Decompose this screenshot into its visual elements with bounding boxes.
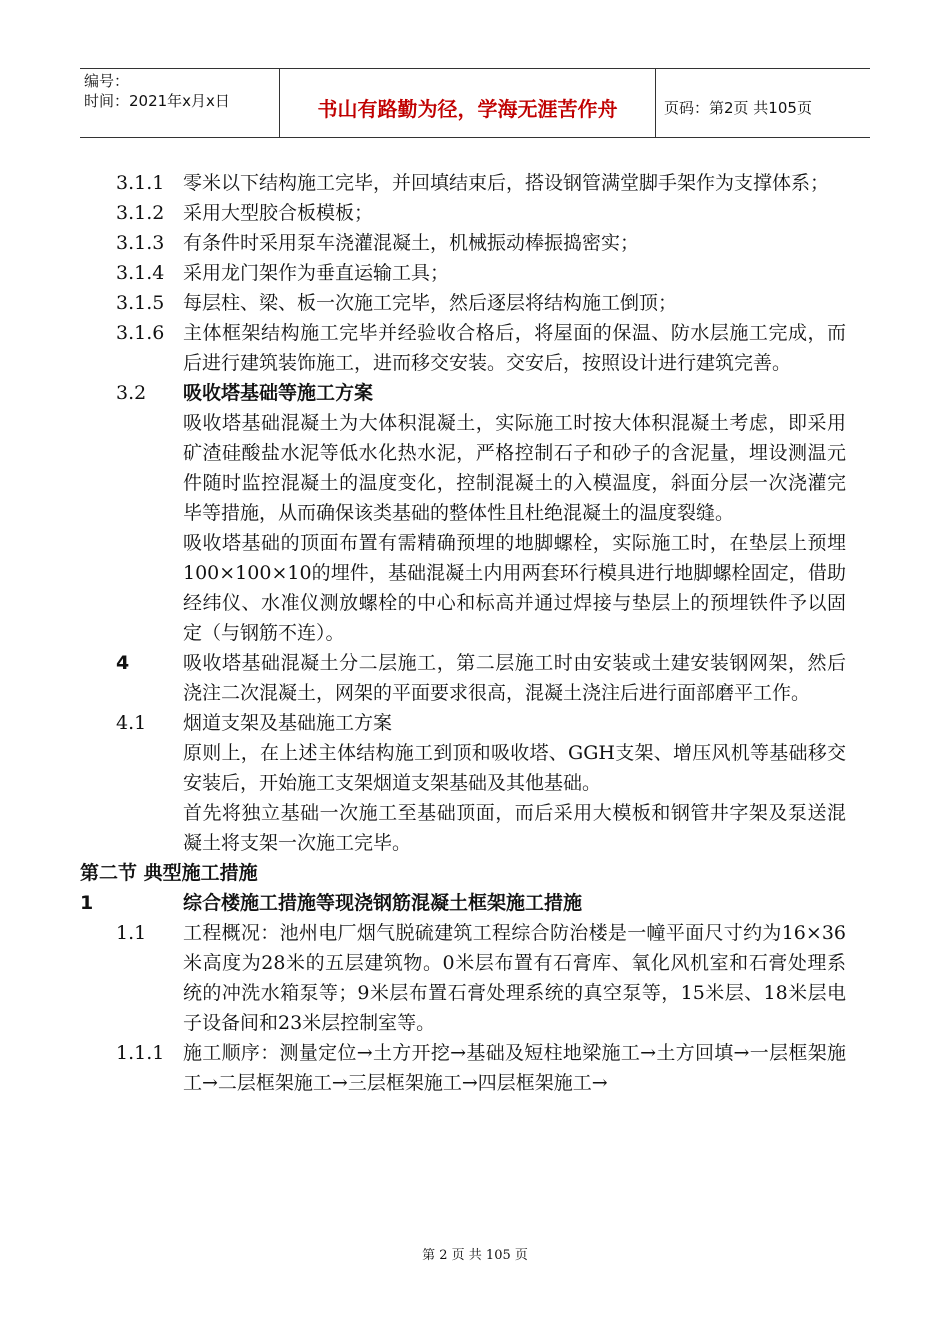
list-item <box>116 708 846 738</box>
item-number: 4 <box>116 652 130 674</box>
item-text: 施工顺序：测量定位→土方开挖→基础及短柱地梁施工→土方回填→一层框架施工→二层框架施工→三层框架施工→四层框架施工→ <box>183 1042 846 1094</box>
page-footer: 第 2 页 共 105 页 <box>422 1248 528 1263</box>
item-text: 采用大型胶合板模板； <box>183 202 374 224</box>
item-text: 烟道支架及基础施工方案 <box>183 712 393 734</box>
list-item <box>116 648 846 708</box>
item-text: 主体框架结构施工完毕并经验收合格后，将屋面的保温、防水层施工完成，而后进行建筑装饰施工，进而移交安装。交安后，按照设计进行建筑完善。 <box>183 322 846 374</box>
document-body <box>80 168 846 1098</box>
item-number: 4.1 <box>116 712 147 734</box>
item-number: 3.1.6 <box>116 322 165 344</box>
heading-item <box>80 888 846 918</box>
item-heading: 吸收塔基础等施工方案 <box>183 382 374 404</box>
item-number: 3.2 <box>116 382 147 404</box>
item-text: 每层柱、梁、板一次施工完毕，然后逐层将结构施工倒顶； <box>183 292 678 314</box>
item-number: 3.1.2 <box>116 202 165 224</box>
date-label: 时间：2021年x月x日 <box>84 92 230 110</box>
list-item <box>116 228 846 258</box>
list-item <box>116 318 846 378</box>
paragraph-text: 吸收塔基础混凝土为大体积混凝土，实际施工时按大体积混凝土考虑，即采用矿渣硅酸盐水泥等低水化热水泥，严格控制石子和砂子的含泥量，埋设测温元件随时监控混凝土的温度变化，控制混凝土的入模温度，斜面分层一次浇灌完毕等措施，从而确保该类基础的整体性且杜绝混凝土的温度裂缝。 <box>183 412 846 524</box>
header-meta <box>80 69 280 137</box>
item-number: 3.1.3 <box>116 232 165 254</box>
paragraph-text: 原则上，在上述主体结构施工到顶和吸收塔、GGH支架、增压风机等基础移交安装后，开始施工支架烟道支架基础及其他基础。 <box>183 742 846 794</box>
item-text: 零米以下结构施工完毕，并回填结束后，搭设钢管满堂脚手架作为支撑体系； <box>183 172 830 194</box>
item-text: 采用龙门架作为垂直运输工具； <box>183 262 450 284</box>
header-table <box>80 68 870 138</box>
item-heading: 综合楼施工措施等现浇钢筋混凝土框架施工措施 <box>183 892 583 914</box>
section-heading: 第二节 典型施工措施 <box>80 862 258 884</box>
item-number: 3.1.5 <box>116 292 165 314</box>
item-text: 吸收塔基础混凝土分二层施工，第二层施工时由安装或土建安装钢网架，然后浇注二次混凝土，网架的平面要求很高，混凝土浇注后进行面部磨平工作。 <box>183 652 846 704</box>
paragraph <box>116 738 846 798</box>
motto: 书山有路勤为径，学海无涯苦作舟 <box>280 69 656 137</box>
list-item <box>116 1038 846 1098</box>
item-number: 3.1.1 <box>116 172 165 194</box>
paragraph <box>116 528 846 648</box>
list-item <box>116 198 846 228</box>
paragraph-text: 首先将独立基础一次施工至基础顶面，而后采用大模板和钢管井字架及泵送混凝土将支架一次施工完毕。 <box>183 802 846 854</box>
list-item <box>116 288 846 318</box>
list-item <box>116 168 846 198</box>
item-number: 1.1 <box>116 922 147 944</box>
list-item <box>116 918 846 1038</box>
item-number: 1.1.1 <box>116 1042 165 1064</box>
paragraph <box>116 798 846 858</box>
item-text: 工程概况：池州电厂烟气脱硫建筑工程综合防治楼是一幢平面尺寸约为16×36米高度为28米的五层建筑物。0米层布置有石膏库、氧化风机室和石膏处理系统的冲洗水箱泵等；9米层布置石膏处理系统的真空泵等，15米层、18米层电子设备间和23米层控制室等。 <box>183 922 846 1034</box>
paragraph-text: 吸收塔基础的顶面布置有需精确预埋的地脚螺栓，实际施工时，在垫层上预埋100×100×10的埋件，基础混凝土内用两套环行模具进行地脚螺栓固定，借助经纬仪、水准仪测放螺栓的中心和标高并通过焊接与垫层上的预埋铁件予以固定（与钢筋不连）。 <box>183 532 846 644</box>
item-number: 3.1.4 <box>116 262 165 284</box>
item-number: 1 <box>80 892 94 914</box>
page-info: 页码：第2页 共105页 <box>664 98 812 117</box>
number-label: 编号： <box>84 72 130 90</box>
list-item <box>116 258 846 288</box>
item-text: 有条件时采用泵车浇灌混凝土，机械振动棒振捣密实； <box>183 232 640 254</box>
heading-item <box>116 378 846 408</box>
paragraph <box>116 408 846 528</box>
